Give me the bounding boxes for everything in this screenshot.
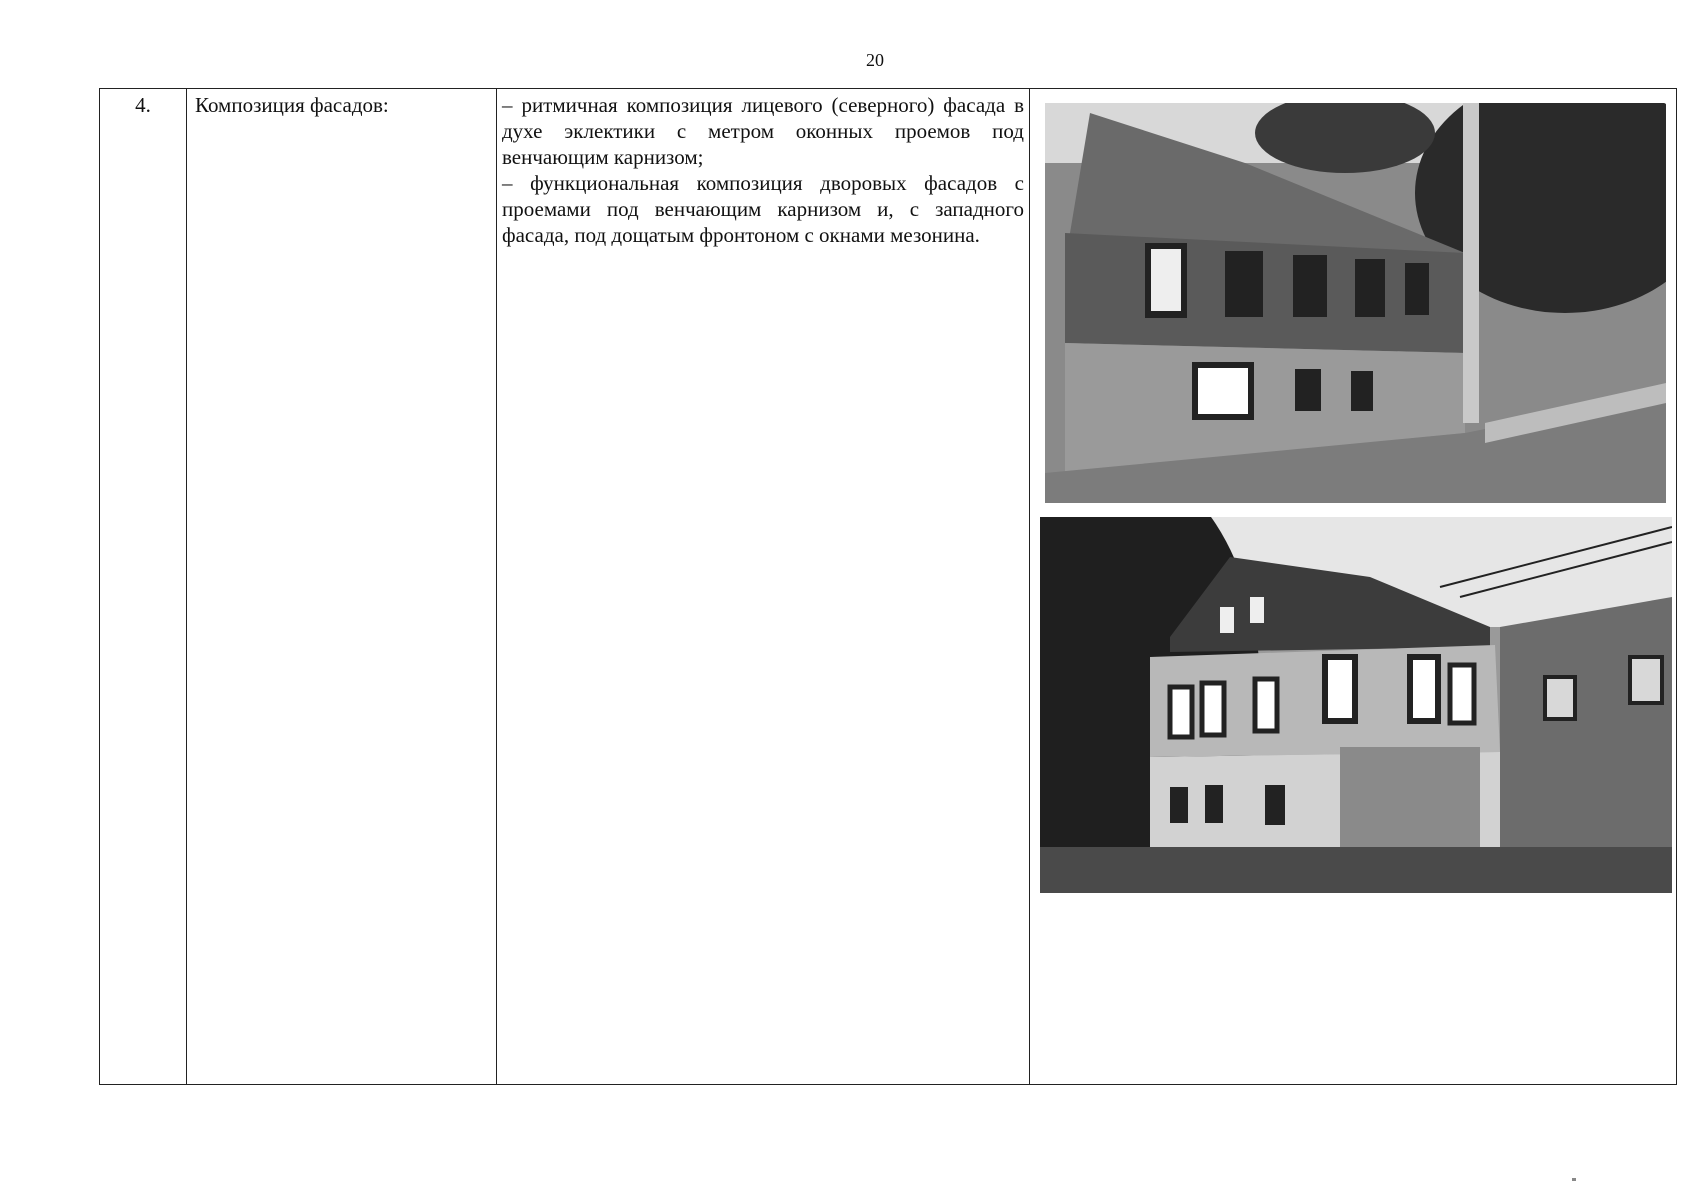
scan-mark	[1572, 1178, 1576, 1181]
row-description	[497, 89, 1030, 1085]
facade-composition-table	[99, 88, 1677, 1085]
photo-cell	[1030, 89, 1677, 1085]
row-number: 4.	[100, 89, 187, 1085]
north-facade-photo	[1045, 103, 1666, 503]
courtyard-facade-photo	[1040, 517, 1672, 893]
row-title: Композиция фасадов:	[187, 89, 497, 1085]
description-item: – ритмичная композиция лицевого (северного) фасада в духе эклектики с метром оконных проемов под венчающим карнизом;	[502, 93, 1024, 169]
description-item: – функциональная композиция дворовых фасадов с проемами под венчающим карнизом и, с западного фасада, под дощатым фронтоном с окнами мезонина.	[502, 171, 1024, 247]
table-row	[100, 89, 1677, 1085]
page-number: 20	[866, 50, 884, 70]
